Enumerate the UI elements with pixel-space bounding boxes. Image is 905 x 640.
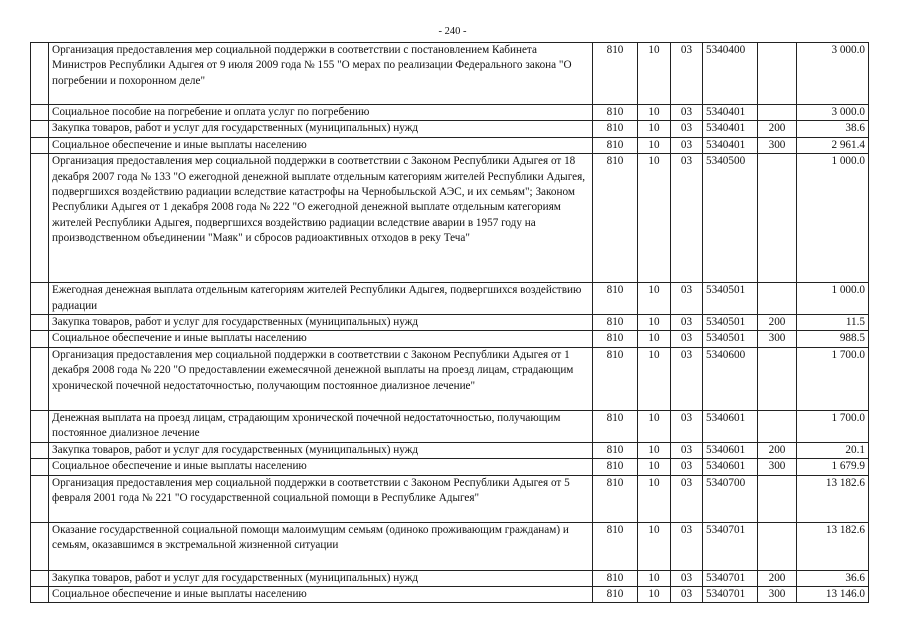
item-name: Денежная выплата на проезд лицам, страдающим хронической почечной недостаточностью, получающим постоянное диализное лечение [49, 410, 593, 442]
code-ministry: 810 [593, 121, 638, 137]
code-target: 5340700 [703, 475, 758, 522]
code-expense-type: 200 [758, 442, 797, 458]
code-section: 10 [638, 459, 671, 475]
table-row [31, 410, 869, 442]
code-section: 10 [638, 154, 671, 283]
margin-cell [31, 347, 49, 410]
code-ministry: 810 [593, 315, 638, 331]
code-target: 5340601 [703, 410, 758, 442]
code-subsection: 03 [671, 570, 703, 586]
code-ministry: 810 [593, 105, 638, 121]
code-subsection: 03 [671, 331, 703, 347]
code-ministry: 810 [593, 43, 638, 105]
table-row [31, 105, 869, 121]
item-name: Социальное обеспечение и иные выплаты населению [49, 587, 593, 603]
table-row [31, 459, 869, 475]
code-ministry: 810 [593, 410, 638, 442]
code-expense-type: 200 [758, 121, 797, 137]
item-name: Социальное обеспечение и иные выплаты населению [49, 137, 593, 153]
code-target: 5340601 [703, 459, 758, 475]
table-row [31, 570, 869, 586]
code-ministry: 810 [593, 442, 638, 458]
code-target: 5340701 [703, 522, 758, 570]
table-row [31, 137, 869, 153]
margin-cell [31, 105, 49, 121]
code-section: 10 [638, 570, 671, 586]
code-expense-type: 200 [758, 315, 797, 331]
item-name: Социальное обеспечение и иные выплаты населению [49, 331, 593, 347]
table-row [31, 475, 869, 522]
amount: 13 146.0 [797, 587, 869, 603]
margin-cell [31, 121, 49, 137]
amount: 13 182.6 [797, 522, 869, 570]
code-section: 10 [638, 331, 671, 347]
code-subsection: 03 [671, 154, 703, 283]
code-ministry: 810 [593, 587, 638, 603]
table-row [31, 315, 869, 331]
code-expense-type [758, 154, 797, 283]
table-row [31, 43, 869, 105]
code-subsection: 03 [671, 475, 703, 522]
code-section: 10 [638, 121, 671, 137]
code-target: 5340501 [703, 283, 758, 315]
code-section: 10 [638, 105, 671, 121]
code-section: 10 [638, 410, 671, 442]
table-row [31, 442, 869, 458]
code-target: 5340601 [703, 442, 758, 458]
item-name: Организация предоставления мер социальной поддержки в соответствии с Законом Республики Адыгея от 1 декабря 2008 года № 220 "О предоставлении ежемесячной денежной выплаты на проезд лицам, страдающим хронической почечной недостаточностью, получающим постоянное диализное лечение" [49, 347, 593, 410]
margin-cell [31, 522, 49, 570]
code-subsection: 03 [671, 347, 703, 410]
margin-cell [31, 570, 49, 586]
code-ministry: 810 [593, 347, 638, 410]
table-row [31, 283, 869, 315]
margin-cell [31, 315, 49, 331]
table-row [31, 347, 869, 410]
item-name: Закупка товаров, работ и услуг для государственных (муниципальных) нужд [49, 315, 593, 331]
table-row [31, 121, 869, 137]
amount: 1 679.9 [797, 459, 869, 475]
amount: 1 000.0 [797, 283, 869, 315]
item-name: Социальное пособие на погребение и оплата услуг по погребению [49, 105, 593, 121]
code-section: 10 [638, 475, 671, 522]
code-expense-type [758, 347, 797, 410]
code-expense-type [758, 522, 797, 570]
code-expense-type [758, 43, 797, 105]
item-name: Закупка товаров, работ и услуг для государственных (муниципальных) нужд [49, 442, 593, 458]
item-name: Ежегодная денежная выплата отдельным категориям жителей Республики Адыгея, подвергшихся воздействию радиации [49, 283, 593, 315]
code-target: 5340500 [703, 154, 758, 283]
code-section: 10 [638, 442, 671, 458]
item-name: Закупка товаров, работ и услуг для государственных (муниципальных) нужд [49, 570, 593, 586]
table-row [31, 154, 869, 283]
code-subsection: 03 [671, 459, 703, 475]
table-row [31, 331, 869, 347]
code-expense-type [758, 283, 797, 315]
code-subsection: 03 [671, 315, 703, 331]
amount: 20.1 [797, 442, 869, 458]
page-number: - 240 - [438, 26, 467, 37]
amount: 38.6 [797, 121, 869, 137]
code-subsection: 03 [671, 43, 703, 105]
code-subsection: 03 [671, 587, 703, 603]
item-name: Организация предоставления мер социальной поддержки в соответствии с постановлением Кабинета Министров Республики Адыгея от 9 июля 2009 года № 155 "О мерах по реализации Федерального закона "О погребении и похоронном деле" [49, 43, 593, 105]
code-target: 5340701 [703, 587, 758, 603]
code-target: 5340600 [703, 347, 758, 410]
code-expense-type: 300 [758, 331, 797, 347]
code-subsection: 03 [671, 410, 703, 442]
code-subsection: 03 [671, 442, 703, 458]
code-target: 5340701 [703, 570, 758, 586]
code-target: 5340401 [703, 137, 758, 153]
code-expense-type: 300 [758, 459, 797, 475]
code-section: 10 [638, 43, 671, 105]
margin-cell [31, 442, 49, 458]
code-ministry: 810 [593, 475, 638, 522]
amount: 11.5 [797, 315, 869, 331]
margin-cell [31, 43, 49, 105]
item-name: Социальное обеспечение и иные выплаты населению [49, 459, 593, 475]
code-target: 5340401 [703, 105, 758, 121]
item-name: Организация предоставления мер социальной поддержки в соответствии с Законом Республики Адыгея от 18 декабря 2007 года № 133 "О ежегодной денежной выплате отдельным категориям жителей Республики Адыгея, подвергшихся воздействию радиации вследствие катастрофы на Чернобыльской АЭС, и их семьям"; Законом Республики Адыгея от 1 декабря 2008 года № 222 "О ежегодной денежной выплате отдельным категориям жителей Республики Адыгея, подвергшихся воздействию радиации вследствие аварии в 1957 году на производственном объединении "Маяк" и сбросов радиоактивных отходов в реку Теча" [49, 154, 593, 283]
code-section: 10 [638, 137, 671, 153]
code-ministry: 810 [593, 570, 638, 586]
amount: 36.6 [797, 570, 869, 586]
margin-cell [31, 410, 49, 442]
margin-cell [31, 587, 49, 603]
code-target: 5340400 [703, 43, 758, 105]
amount: 1 000.0 [797, 154, 869, 283]
code-subsection: 03 [671, 283, 703, 315]
code-subsection: 03 [671, 105, 703, 121]
code-subsection: 03 [671, 522, 703, 570]
code-section: 10 [638, 587, 671, 603]
margin-cell [31, 154, 49, 283]
table-row [31, 587, 869, 603]
code-section: 10 [638, 347, 671, 410]
table-row [31, 522, 869, 570]
margin-cell [31, 475, 49, 522]
item-name: Закупка товаров, работ и услуг для государственных (муниципальных) нужд [49, 121, 593, 137]
margin-cell [31, 331, 49, 347]
amount: 3 000.0 [797, 105, 869, 121]
code-section: 10 [638, 522, 671, 570]
amount: 988.5 [797, 331, 869, 347]
code-ministry: 810 [593, 283, 638, 315]
amount: 3 000.0 [797, 43, 869, 105]
code-ministry: 810 [593, 522, 638, 570]
code-expense-type [758, 410, 797, 442]
code-section: 10 [638, 283, 671, 315]
item-name: Организация предоставления мер социальной поддержки в соответствии с Законом Республики Адыгея от 5 февраля 2001 года № 221 "О государственной социальной помощи в Республике Адыгея" [49, 475, 593, 522]
amount: 1 700.0 [797, 347, 869, 410]
code-ministry: 810 [593, 331, 638, 347]
margin-cell [31, 137, 49, 153]
code-expense-type: 200 [758, 570, 797, 586]
code-section: 10 [638, 315, 671, 331]
code-ministry: 810 [593, 154, 638, 283]
code-expense-type: 300 [758, 587, 797, 603]
code-expense-type [758, 105, 797, 121]
margin-cell [31, 283, 49, 315]
code-subsection: 03 [671, 137, 703, 153]
code-target: 5340401 [703, 121, 758, 137]
code-ministry: 810 [593, 137, 638, 153]
amount: 13 182.6 [797, 475, 869, 522]
margin-cell [31, 459, 49, 475]
code-subsection: 03 [671, 121, 703, 137]
code-expense-type [758, 475, 797, 522]
amount: 1 700.0 [797, 410, 869, 442]
code-expense-type: 300 [758, 137, 797, 153]
code-ministry: 810 [593, 459, 638, 475]
budget-table [30, 42, 869, 603]
amount: 2 961.4 [797, 137, 869, 153]
item-name: Оказание государственной социальной помощи малоимущим семьям (одиноко проживающим гражданам) и семьям, оказавшимся в экстремальной жизненной ситуации [49, 522, 593, 570]
code-target: 5340501 [703, 315, 758, 331]
code-target: 5340501 [703, 331, 758, 347]
